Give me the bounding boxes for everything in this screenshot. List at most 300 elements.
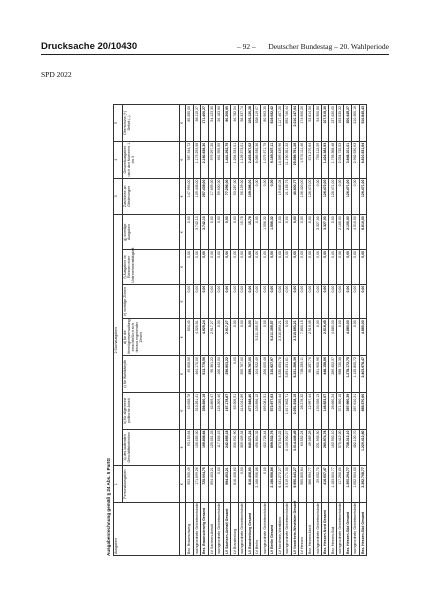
table-cell: 892.740,44 — [284, 105, 292, 142]
row-label: Bez. Hessen-Süd — [329, 502, 337, 555]
table-cell: 0,00 — [321, 284, 329, 319]
column-header-5: d) für die Vermögensverwaltung einschließlich sich hieraus ergebender Zinsen — [123, 319, 180, 356]
table-cell: 58.337,74 — [238, 105, 246, 142]
expenditure-table — [113, 104, 367, 556]
table-cell: 3.327,00 — [314, 215, 322, 250]
table-cell: 0,00 — [261, 466, 269, 503]
table-cell: 54.900,80 — [314, 105, 322, 142]
table-cell: 674.270,64 — [306, 141, 314, 178]
table-cell: 402.728,44 — [261, 429, 269, 466]
table-cell: 2.310.893,21 — [276, 319, 284, 356]
rotated-table — [105, 103, 365, 557]
row-label: nachgeordnete Gebietsverbände — [338, 503, 343, 554]
table-cell: 0,00 — [276, 284, 284, 319]
table-cell: 126.471,00 — [344, 178, 352, 215]
table-cell: 0,00 — [269, 178, 277, 215]
table-cell: 397.960,39 — [344, 392, 352, 429]
header-rule — [41, 54, 389, 55]
table-cell: 434.055,44 — [276, 392, 284, 429]
table-cell: 0,00 — [314, 250, 322, 285]
table-cell: 0,00 — [253, 250, 261, 285]
group-3: 3 — [114, 178, 123, 215]
table-cell: 2.962.530,63 — [352, 141, 360, 178]
table-cell: 126.472,00 — [321, 178, 329, 215]
table-cell: 0,00 — [291, 250, 299, 285]
table-cell: 987.344,72 — [186, 141, 194, 178]
table-cell: 371.300,15 — [336, 392, 344, 429]
table-cell: 3.519.171,00 — [284, 466, 292, 503]
row-label: Bez. Hessen-Süd Gesamt — [359, 502, 367, 555]
currency-cell: € — [180, 392, 186, 429]
table-cell: 0,00 — [201, 284, 209, 319]
table-cell: 482.100,70 — [352, 429, 360, 466]
table-row — [193, 105, 201, 556]
table-cell: 1.617.862,71 — [284, 392, 292, 429]
table-cell: 0,00 — [284, 215, 292, 250]
rotated-table-area — [105, 103, 365, 557]
table-cell: 3.848.101,01 — [344, 141, 352, 178]
table-cell: 4.330.054,78 — [276, 356, 284, 393]
table-cell: 313.261,41 — [193, 392, 201, 429]
table-row — [352, 105, 360, 556]
table-cell: 1.278.172,75 — [344, 356, 352, 393]
table-cell: 93.153,64 — [186, 429, 194, 466]
table-cell: 4.880,00 — [344, 319, 352, 356]
table-cell: 0,00 — [246, 319, 254, 356]
table-cell: 206.005,48 — [261, 356, 269, 393]
table-cell: 464.170,00 — [193, 356, 201, 393]
table-cell: 416.007,47 — [321, 466, 329, 503]
table-cell: 6.610,00 — [359, 215, 367, 250]
column-header-6: e) sonstige Zinsen — [123, 284, 180, 319]
table-cell: 107.515,30 — [321, 105, 329, 142]
table-row — [336, 105, 344, 556]
table-cell: 0,00 — [186, 284, 194, 319]
table-cell: 538.119,07 — [253, 105, 261, 142]
table-cell: 174.900,20 — [299, 105, 307, 142]
row-label: Bez. Braunschweig Gesamt — [201, 502, 209, 555]
table-cell: 0,00 — [231, 356, 239, 393]
table-cell: 80.306,90 — [223, 105, 231, 142]
table-cell: 0,00 — [352, 284, 360, 319]
table-row — [284, 105, 292, 556]
table-cell: 0,00 — [231, 215, 239, 250]
table-cell: 49.069,28 — [306, 429, 314, 466]
table-cell: 43.658,78 — [186, 392, 194, 429]
table-row — [253, 105, 261, 556]
table-cell: 137.420,05 — [329, 105, 337, 142]
currency-cell: € — [180, 319, 186, 356]
row-label: nachgeordnete Gebietsverbände — [240, 503, 245, 554]
table-cell: 0,00 — [352, 178, 360, 215]
table-cell: 1.970.111,46 — [299, 141, 307, 178]
row-label: LV Nordrhein-Westfalen — [276, 502, 284, 555]
table-row — [329, 105, 337, 556]
table-cell: 19.645,04 — [276, 178, 284, 215]
table-cell: 0,00 — [269, 284, 277, 319]
table-row — [208, 105, 216, 556]
table-cell: 694.403,21 — [208, 466, 216, 503]
table-cell: 8.085.935,36 — [253, 141, 261, 178]
table-cell: 5.211.355,57 — [253, 319, 261, 356]
row-label: Bez. Hessen-Nord — [306, 502, 314, 555]
table-cell: 356.920,19 — [201, 392, 209, 429]
table-cell: 14.399.439,96 — [276, 141, 284, 178]
table-cell: 0,00 — [231, 250, 239, 285]
table-cell: 2.168.956,86 — [253, 466, 261, 503]
table-cell: 162.900,10 — [329, 429, 337, 466]
table-cell: 109.445,00 — [193, 178, 201, 215]
row-label: Bez. Braunschweig — [186, 502, 194, 555]
table-row — [291, 105, 299, 556]
table-cell: 63.552,24 — [299, 429, 307, 466]
table-cell: 1.793.368,48 — [329, 141, 337, 178]
table-cell: 0,00 — [284, 284, 292, 319]
group-4: 4 — [114, 141, 123, 178]
table-cell: 309.439,34 — [238, 429, 246, 466]
currency-cell: € — [180, 356, 186, 393]
doc-number: Drucksache 20/10430 — [41, 41, 138, 52]
table-cell: 80.963,35 — [261, 105, 269, 142]
table-cell: 310.927,97 — [269, 356, 277, 393]
table-cell: 104.922,49 — [253, 356, 261, 393]
table-cell: 0,00 — [208, 250, 216, 285]
column-header-9: Zuschüsse an Gliederungen — [123, 178, 180, 215]
table-cell: 21.155,73 — [284, 178, 292, 215]
table-cell: 2.310.893,21 — [291, 319, 299, 356]
table-cell: 96.361,22 — [208, 356, 216, 393]
table-cell: 359.767,00 — [238, 356, 246, 393]
table-cell: 1.117.407,20 — [276, 105, 284, 142]
table-cell: 5.211.355,57 — [269, 319, 277, 356]
row-label: LV Sachsen-Anhalt — [208, 502, 216, 555]
table-cell: 0,00 — [352, 319, 360, 356]
group-1: 1 — [114, 466, 123, 503]
table-cell: 0,00 — [284, 250, 292, 285]
table-row — [321, 105, 329, 556]
table-row — [201, 105, 209, 556]
table-cell: 0,00 — [261, 178, 269, 215]
table-cell: 0,00 — [231, 284, 239, 319]
currency-cell: € — [180, 284, 186, 319]
table-cell: 2.010.147,64 — [291, 105, 299, 142]
table-cell: 231.905,50 — [314, 429, 322, 466]
table-cell: 0,00 — [291, 284, 299, 319]
table-cell: 26.183,60 — [216, 105, 224, 142]
table-cell: 280.974,78 — [321, 429, 329, 466]
table-cell: 1.079.371,75 — [261, 141, 269, 178]
table-cell: 0,00 — [344, 250, 352, 285]
table-cell: 640.371,24 — [246, 429, 254, 466]
table-cell: 52.614,50 — [306, 105, 314, 142]
table-cell: 133.926,13 — [314, 392, 322, 429]
table-cell: 26.660,24 — [329, 392, 337, 429]
table-cell: 575.412,00 — [336, 429, 344, 466]
header-row-groups — [114, 105, 123, 556]
table-cell: 28.278,32 — [299, 392, 307, 429]
table-cell: 0,00 — [269, 250, 277, 285]
table-cell: 0,00 — [238, 250, 246, 285]
table-cell: 0,00 — [344, 284, 352, 319]
table-cell: 0,00 — [186, 250, 194, 285]
table-cell: 513.778,56 — [201, 356, 209, 393]
table-cell: 0,00 — [223, 284, 231, 319]
table-cell: 46.782,54 — [231, 105, 239, 142]
row-label: nachgeordnete Gebietsverbände — [315, 503, 320, 554]
table-cell: 12.997,44 — [306, 392, 314, 429]
column-header-7: f) Ausgaben im Rahmen einer Unternehmenstätigkeit — [123, 250, 180, 285]
table-cell: 167.178,87 — [223, 392, 231, 429]
row-label: nachgeordnete Gebietsverbände — [285, 503, 290, 554]
table-cell: 59.600,00 — [216, 178, 224, 215]
table-cell: 3.891.231,61 — [284, 356, 292, 393]
row-label: Bez. Hessen-Nord Gesamt — [321, 502, 329, 555]
table-cell: 9.165.307,11 — [269, 141, 277, 178]
table-cell: 2.051.918,15 — [291, 392, 299, 429]
table-cell: 2.403.907,02 — [246, 141, 254, 178]
table-cell: 0,00 — [246, 250, 254, 285]
table-cell: 163.025,22 — [336, 105, 344, 142]
table-cell: 694.403,21 — [223, 466, 231, 503]
table-title: Ausgabenrechnung gemäß § 24 Abs. 5 PartG — [106, 457, 111, 556]
table-cell: 242.655,18 — [223, 429, 231, 466]
table-row — [261, 105, 269, 556]
table-row — [216, 105, 224, 556]
table-cell: 56.109,00 — [238, 178, 246, 215]
table-cell: 0,00 — [329, 284, 337, 319]
table-cell: 2.403.978,47 — [359, 356, 367, 393]
table-cell: 160.442,00 — [216, 356, 224, 393]
table-cell: 738.312,10 — [344, 429, 352, 466]
table-cell: 748.255,11 — [299, 356, 307, 393]
table-cell: 0,00 — [253, 215, 261, 250]
table-cell: 0,00 — [321, 250, 329, 285]
table-cell: 2.160.638,30 — [201, 141, 209, 178]
table-cell: 6.431.272,27 — [276, 466, 284, 503]
table-cell: 2.054.732,53 — [336, 141, 344, 178]
table-cell: 3.014.449,49 — [291, 429, 299, 466]
table-cell: 77.295,00 — [223, 178, 231, 215]
table-cell: 0,00 — [276, 250, 284, 285]
table-cell: 2.917,27 — [208, 319, 216, 356]
table-cell: 0,00 — [208, 284, 216, 319]
table-cell: 0,00 — [352, 250, 360, 285]
table-row — [223, 105, 231, 556]
column-header-2: a) des laufenden Geschäftsbetriebes — [123, 429, 180, 466]
group-2-number: 2 — [114, 351, 118, 354]
table-cell: 1.556,32 — [269, 215, 277, 250]
header-row-columns — [123, 105, 180, 556]
table-cell: 0,00 — [246, 284, 254, 319]
table-cell: 0,00 — [314, 319, 322, 356]
parliament-label: Deutscher Bundestag – 20. Wahlperiode — [268, 42, 389, 51]
column-header-3: b) für allgemeine politische Arbeit — [123, 392, 180, 429]
table-cell: 4.880,00 — [359, 319, 367, 356]
table-cell: 899.532,76 — [269, 429, 277, 466]
table-cell: 0,00 — [186, 215, 194, 250]
table-cell: 0,00 — [238, 284, 246, 319]
table-cell: 0,00 — [216, 466, 224, 503]
table-cell: 0,00 — [223, 250, 231, 285]
row-label: nachgeordnete Gebietsverbände — [217, 503, 222, 554]
table-row — [246, 105, 254, 556]
table-cell: 0,00 — [201, 250, 209, 285]
table-cell: 63.906,51 — [231, 392, 239, 429]
table-cell: 0,00 — [193, 284, 201, 319]
row-label: LV Hessen — [299, 502, 307, 555]
table-cell: 96.257,70 — [306, 356, 314, 393]
table-cell: 0,00 — [336, 178, 344, 215]
group-5: 5 — [114, 105, 123, 142]
column-header-11: Überschuss (+) Defizit (–) — [123, 105, 180, 142]
table-cell: 1.062.504,00 — [352, 466, 360, 503]
table-cell: 4.880,00 — [329, 319, 337, 356]
table-cell: 359.767,00 — [246, 356, 254, 393]
table-cell: 0,00 — [231, 319, 239, 356]
group-2-title: Sachausgaben — [114, 327, 118, 351]
column-header-4: c) für Wahlkämpfe — [123, 356, 180, 393]
table-cell: 469.081,51 — [261, 392, 269, 429]
table-cell: 477.948,40 — [246, 392, 254, 429]
table-cell: 0,00 — [261, 284, 269, 319]
table-cell: 0,00 — [216, 284, 224, 319]
table-cell: 2.519,45 — [321, 319, 329, 356]
table-cell: 7.800,15 — [299, 319, 307, 356]
table-row — [276, 105, 284, 556]
table-cell: 85.285,00 — [186, 105, 194, 142]
table-cell: 988.720,38 — [336, 356, 344, 393]
row-label: nachgeordnete Gebietsverbände — [194, 503, 199, 554]
table-cell: 2.168.956,86 — [269, 466, 277, 503]
table-cell: 146.923,57 — [321, 392, 329, 429]
table-cell: 256.803,22 — [223, 356, 231, 393]
currency-cell: € — [180, 250, 186, 285]
table-cell: 0,00 — [329, 215, 337, 250]
table-cell: 1.173.293,58 — [193, 141, 201, 178]
table-cell: 106.655,00 — [193, 429, 201, 466]
corner-label: Ausgaben — [114, 502, 180, 555]
table-cell: 496.804,32 — [253, 429, 261, 466]
table-cell: 2.100,00 — [336, 215, 344, 250]
row-label: LV Nordrhein-Westfalen Gesamt — [292, 500, 297, 554]
table-cell: 257.439,00 — [201, 178, 209, 215]
table-row — [314, 105, 322, 556]
table-cell: 126.472,00 — [306, 178, 314, 215]
table-cell: 1.183.004,77 — [329, 466, 337, 503]
table-cell: 40.800,77 — [291, 178, 299, 215]
table-cell: 816.408,60 — [231, 466, 239, 503]
group-2 — [114, 215, 123, 466]
table-cell: 3.742,10 — [201, 215, 209, 250]
party-year: SPD 2022 — [41, 70, 72, 79]
table-cell: 1.300.204,77 — [344, 466, 352, 503]
table-cell: 4.925,24 — [201, 319, 209, 356]
page-number: – 92 – — [237, 42, 256, 51]
table-cell: 2.362.708,77 — [359, 466, 367, 503]
table-cell: 1.125.805,72 — [352, 356, 360, 393]
table-cell: 42.869,47 — [208, 392, 216, 429]
table-cell: 0,00 — [359, 284, 367, 319]
row-label: Bez. Hessen-Süd Gesamt — [344, 502, 352, 555]
table-cell: 985.805,64 — [299, 466, 307, 503]
table-cell: 619.082,42 — [269, 105, 277, 142]
table-cell: 3.742,10 — [193, 215, 201, 250]
page-header — [41, 41, 389, 53]
table-cell: 510.845,43 — [359, 105, 367, 142]
table-cell: 2.917,27 — [223, 319, 231, 356]
row-label: nachgeordnete Gebietsverbände — [262, 503, 267, 554]
column-header-8: g) sonstige Ausgaben — [123, 215, 180, 250]
table-cell: 0,00 — [336, 250, 344, 285]
table-cell: 126.471,00 — [329, 178, 337, 215]
table-cell: 53.287,00 — [231, 178, 239, 215]
table-cell: 0,00 — [329, 250, 337, 285]
table-cell: 461.955,55 — [216, 141, 224, 178]
table-cell: 0,00 — [299, 250, 307, 285]
table-cell: 0,00 — [193, 250, 201, 285]
table-row — [269, 105, 277, 556]
table-cell: 0,00 — [299, 284, 307, 319]
table-cell: 171.699,26 — [193, 466, 201, 503]
table-cell: 287.610,21 — [352, 392, 360, 429]
table-cell: 0,00 — [216, 250, 224, 285]
row-label: LV Brandenburg Gesamt — [246, 502, 254, 555]
table-cell: 0,00 — [261, 250, 269, 285]
table-cell: 0,00 — [359, 250, 367, 285]
table-cell: 604,43 — [186, 319, 194, 356]
table-cell: 0,00 — [336, 284, 344, 319]
table-cell: 750.112,29 — [314, 141, 322, 178]
table-cell: 0,00 — [238, 466, 246, 503]
table-cell: 17.695,00 — [208, 178, 216, 215]
table-row — [299, 105, 307, 556]
table-cell: 126.471,00 — [359, 178, 367, 215]
table-cell: 117.200,00 — [336, 466, 344, 503]
table-cell: 11.190.351,32 — [284, 141, 292, 178]
currency-cell: € — [180, 178, 186, 215]
table-row — [238, 105, 246, 556]
table-cell: 0,00 — [223, 215, 231, 250]
table-cell: 1.424.382,93 — [321, 141, 329, 178]
row-label: LV Berlin — [253, 502, 261, 555]
currency-cell: € — [180, 105, 186, 142]
currency-cell: € — [180, 466, 186, 503]
table-cell: 0,00 — [238, 319, 246, 356]
column-header-10: Gesamtausgaben nach den Nummern 1 bis 3 — [123, 141, 180, 178]
table-row — [359, 105, 367, 556]
table-cell: 0,00 — [314, 284, 322, 319]
table-cell: 1.139.373,01 — [238, 141, 246, 178]
table-cell: 0,00 — [284, 319, 292, 356]
table-cell: 8.221.286,39 — [291, 356, 299, 393]
table-cell: 171.400,27 — [201, 105, 209, 142]
table-cell: 0,00 — [253, 284, 261, 319]
row-label: nachgeordnete Gebietsverbände — [353, 503, 358, 554]
table-row — [186, 105, 194, 556]
table-cell: 2.100,00 — [344, 215, 352, 250]
table-cell: 300.445,27 — [344, 105, 352, 142]
table-cell: 1.264.534,01 — [231, 141, 239, 178]
table-cell: 0,00 — [253, 178, 261, 215]
table-cell: 816.408,60 — [246, 466, 254, 503]
table-cell: 0,00 — [276, 215, 284, 250]
table-cell: 0,00 — [216, 215, 224, 250]
row-label: LV Sachsen-Anhalt Gesamt — [223, 502, 231, 555]
table-cell: 0,00 — [306, 250, 314, 285]
table-row — [231, 105, 239, 556]
table-cell: 105.120,28 — [246, 105, 254, 142]
table-cell: 725.004,75 — [201, 466, 209, 503]
